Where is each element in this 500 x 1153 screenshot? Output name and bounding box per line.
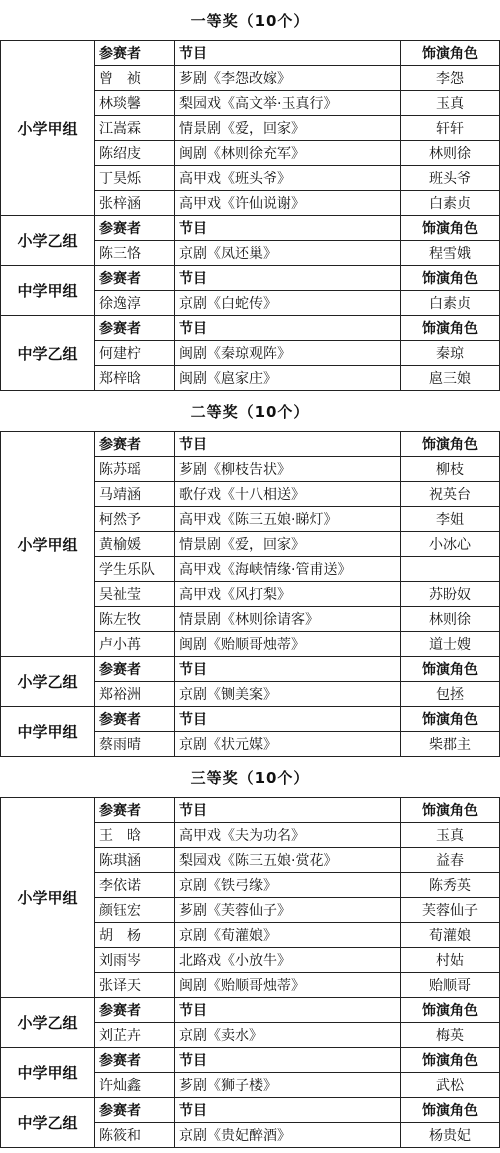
participant-name: 黄榆媛 (95, 532, 175, 557)
participant-name: 胡 杨 (95, 923, 175, 948)
group-name: 小学甲组 (1, 432, 95, 657)
group-name: 小学甲组 (1, 41, 95, 216)
role-name: 杨贵妃 (401, 1123, 500, 1148)
group-name: 小学乙组 (1, 998, 95, 1048)
role-name: 小冰心 (401, 532, 500, 557)
header-role: 饰演角色 (401, 432, 500, 457)
program-title: 芗剧《柳枝告状》 (175, 457, 401, 482)
role-name: 轩轩 (401, 116, 500, 141)
group-header-row (1, 432, 500, 457)
role-name: 玉真 (401, 823, 500, 848)
role-name: 荀灌娘 (401, 923, 500, 948)
program-title: 高甲戏《夫为功名》 (175, 823, 401, 848)
program-title: 京剧《卖水》 (175, 1023, 401, 1048)
program-title: 高甲戏《海峡情缘·管甫送》 (175, 557, 401, 582)
header-role: 饰演角色 (401, 216, 500, 241)
header-participant: 参赛者 (95, 266, 175, 291)
participant-name: 郑裕洲 (95, 682, 175, 707)
program-title: 京剧《铁弓缘》 (175, 873, 401, 898)
program-title: 情景剧《林则徐请客》 (175, 607, 401, 632)
role-name: 玉真 (401, 91, 500, 116)
header-participant: 参赛者 (95, 316, 175, 341)
program-title: 情景剧《爱，回家》 (175, 116, 401, 141)
participant-name: 何建柠 (95, 341, 175, 366)
program-title: 闽剧《扈家庄》 (175, 366, 401, 391)
header-role: 饰演角色 (401, 657, 500, 682)
participant-name: 陈绍庋 (95, 141, 175, 166)
participant-name: 张译天 (95, 973, 175, 998)
role-name: 白素贞 (401, 191, 500, 216)
header-role: 饰演角色 (401, 998, 500, 1023)
role-name: 程雪娥 (401, 241, 500, 266)
role-name: 道士嫂 (401, 632, 500, 657)
program-title: 北路戏《小放牛》 (175, 948, 401, 973)
program-title: 闽剧《贻顺哥烛蒂》 (175, 632, 401, 657)
program-title: 闽剧《秦琼观阵》 (175, 341, 401, 366)
header-participant: 参赛者 (95, 657, 175, 682)
role-name: 李怨 (401, 66, 500, 91)
role-name: 柳枝 (401, 457, 500, 482)
header-role: 饰演角色 (401, 1098, 500, 1123)
role-name (401, 557, 500, 582)
program-title: 闽剧《贻顺哥烛蒂》 (175, 973, 401, 998)
participant-name: 陈三恪 (95, 241, 175, 266)
group-name: 小学乙组 (1, 657, 95, 707)
header-participant: 参赛者 (95, 41, 175, 66)
participant-name: 曾 祯 (95, 66, 175, 91)
award-title: 二等奖（10个） (190, 403, 310, 421)
participant-name: 林琰馨 (95, 91, 175, 116)
role-name: 林则徐 (401, 607, 500, 632)
header-role: 饰演角色 (401, 798, 500, 823)
role-name: 村姑 (401, 948, 500, 973)
participant-name: 学生乐队 (95, 557, 175, 582)
group-name: 中学甲组 (1, 707, 95, 757)
role-name: 扈三娘 (401, 366, 500, 391)
group-header-row (1, 1098, 500, 1123)
program-title: 高甲戏《许仙说谢》 (175, 191, 401, 216)
program-title: 京剧《凤还巢》 (175, 241, 401, 266)
header-program: 节目 (175, 657, 401, 682)
role-name: 贻顺哥 (401, 973, 500, 998)
program-title: 情景剧《爱，回家》 (175, 532, 401, 557)
award-table (0, 431, 500, 757)
participant-name: 陈左牧 (95, 607, 175, 632)
award-table (0, 797, 500, 1148)
program-title: 高甲戏《班头爷》 (175, 166, 401, 191)
participant-name: 马靖涵 (95, 482, 175, 507)
participant-name: 陈苏瑶 (95, 457, 175, 482)
group-name: 中学乙组 (1, 316, 95, 391)
header-participant: 参赛者 (95, 1098, 175, 1123)
header-role: 饰演角色 (401, 1048, 500, 1073)
program-title: 芗剧《芙蓉仙子》 (175, 898, 401, 923)
program-title: 歌仔戏《十八相送》 (175, 482, 401, 507)
participant-name: 卢小苒 (95, 632, 175, 657)
group-header-row (1, 266, 500, 291)
group-header-row (1, 41, 500, 66)
participant-name: 许灿鑫 (95, 1073, 175, 1098)
participant-name: 张梓涵 (95, 191, 175, 216)
group-header-row (1, 657, 500, 682)
group-name: 小学乙组 (1, 216, 95, 266)
group-name: 中学甲组 (1, 266, 95, 316)
role-name: 柴郡主 (401, 732, 500, 757)
role-name: 苏盼奴 (401, 582, 500, 607)
header-program: 节目 (175, 998, 401, 1023)
header-participant: 参赛者 (95, 216, 175, 241)
role-name: 班头爷 (401, 166, 500, 191)
participant-name: 陈筱和 (95, 1123, 175, 1148)
header-program: 节目 (175, 707, 401, 732)
header-program: 节目 (175, 266, 401, 291)
header-program: 节目 (175, 1048, 401, 1073)
group-header-row (1, 998, 500, 1023)
program-title: 梨园戏《陈三五娘·赏花》 (175, 848, 401, 873)
program-title: 闽剧《林则徐充军》 (175, 141, 401, 166)
award-table (0, 40, 500, 391)
participant-name: 刘芷卉 (95, 1023, 175, 1048)
role-name: 祝英台 (401, 482, 500, 507)
program-title: 京剧《状元媒》 (175, 732, 401, 757)
participant-name: 刘雨岑 (95, 948, 175, 973)
group-header-row (1, 707, 500, 732)
participant-name: 陈琪涵 (95, 848, 175, 873)
role-name: 林则徐 (401, 141, 500, 166)
role-name: 白素贞 (401, 291, 500, 316)
program-title: 京剧《贵妃醉酒》 (175, 1123, 401, 1148)
award-title: 三等奖（10个） (190, 769, 310, 787)
participant-name: 郑梓晗 (95, 366, 175, 391)
header-role: 饰演角色 (401, 707, 500, 732)
role-name: 李姐 (401, 507, 500, 532)
participant-name: 吴祉莹 (95, 582, 175, 607)
header-participant: 参赛者 (95, 998, 175, 1023)
program-title: 京剧《荀灌娘》 (175, 923, 401, 948)
header-participant: 参赛者 (95, 432, 175, 457)
program-title: 高甲戏《风打梨》 (175, 582, 401, 607)
group-header-row (1, 316, 500, 341)
participant-name: 李依诺 (95, 873, 175, 898)
program-title: 芗剧《狮子楼》 (175, 1073, 401, 1098)
group-name: 中学乙组 (1, 1098, 95, 1148)
participant-name: 王 晗 (95, 823, 175, 848)
header-program: 节目 (175, 216, 401, 241)
header-program: 节目 (175, 1098, 401, 1123)
participant-name: 徐逸淳 (95, 291, 175, 316)
participant-name: 丁昊烁 (95, 166, 175, 191)
role-name: 陈秀英 (401, 873, 500, 898)
header-role: 饰演角色 (401, 316, 500, 341)
header-program: 节目 (175, 41, 401, 66)
participant-name: 蔡雨晴 (95, 732, 175, 757)
header-participant: 参赛者 (95, 707, 175, 732)
role-name: 秦琼 (401, 341, 500, 366)
header-participant: 参赛者 (95, 798, 175, 823)
header-program: 节目 (175, 432, 401, 457)
role-name: 芙蓉仙子 (401, 898, 500, 923)
group-header-row (1, 1048, 500, 1073)
role-name: 梅英 (401, 1023, 500, 1048)
participant-name: 颜钰宏 (95, 898, 175, 923)
header-program: 节目 (175, 316, 401, 341)
program-title: 梨园戏《高文举·玉真行》 (175, 91, 401, 116)
program-title: 京剧《白蛇传》 (175, 291, 401, 316)
award-title: 一等奖（10个） (190, 12, 310, 30)
group-name: 小学甲组 (1, 798, 95, 998)
header-participant: 参赛者 (95, 1048, 175, 1073)
group-header-row (1, 798, 500, 823)
role-name: 益春 (401, 848, 500, 873)
group-header-row (1, 216, 500, 241)
group-name: 中学甲组 (1, 1048, 95, 1098)
program-title: 芗剧《李怨改嫁》 (175, 66, 401, 91)
header-program: 节目 (175, 798, 401, 823)
participant-name: 柯然予 (95, 507, 175, 532)
participant-name: 江嵩霖 (95, 116, 175, 141)
role-name: 包拯 (401, 682, 500, 707)
header-role: 饰演角色 (401, 41, 500, 66)
role-name: 武松 (401, 1073, 500, 1098)
header-role: 饰演角色 (401, 266, 500, 291)
program-title: 高甲戏《陈三五娘·睇灯》 (175, 507, 401, 532)
program-title: 京剧《铡美案》 (175, 682, 401, 707)
